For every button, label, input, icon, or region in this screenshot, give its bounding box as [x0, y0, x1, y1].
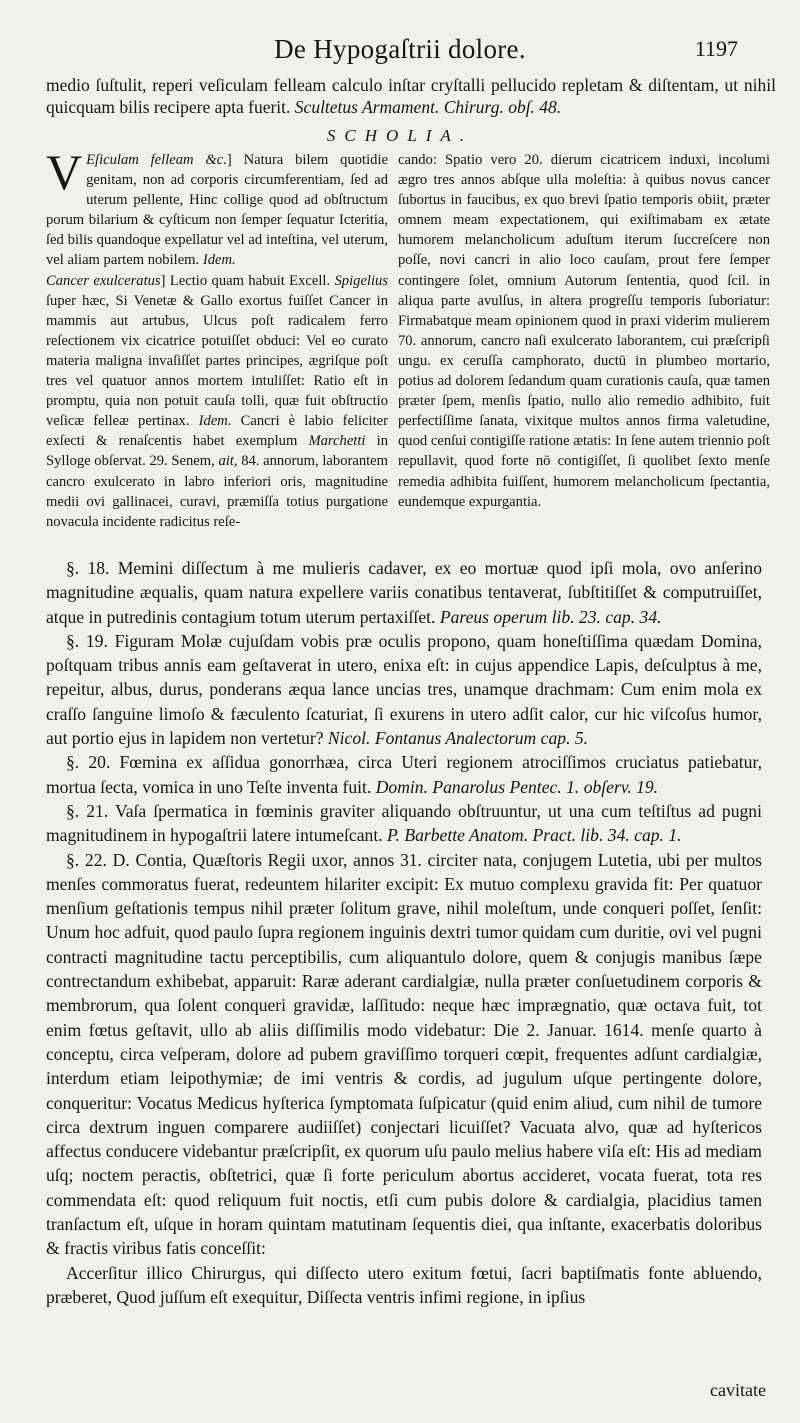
section-text: Accerſitur illico Chirurgus, qui diſſecto utero exitum fœtui, ſacri baptiſmatis fonte abluendo, præberet, Quod juſſum eſt exequitur, Diſſecta ventris infimi regione, in ipſius [46, 1262, 762, 1307]
intro-text: medio ſuſtulit, reperi veſiculam felleam calculo inſtar cryſtalli pellucido repletam & diſtentam, ut nihil quicquam bilis recipere apta fuerit. [46, 75, 776, 117]
scholia-text: Cancri è labio feliciter exſecti & renaſcentis habet exemplum [46, 413, 388, 450]
section-reference: Pareus operum lib. 23. cap. 34. [439, 606, 662, 627]
section-paragraph [46, 848, 762, 1261]
main-text [46, 556, 762, 1309]
section-text: §. 18. Memini diſſectum à me mulieris cadaver, ex eo mortuæ quod ipſi mola, ovo anſerino magnitudine æqualis, quam natura expellere variis conatibus tentaverat, ſubſtitiſſet & computruiſſet, atque in putredinis contagium totum uterum pertaxiſſet. [46, 558, 762, 627]
scholia-right-column [398, 150, 770, 512]
section-reference: Nicol. Fontanus Analectorum cap. 5. [327, 728, 589, 749]
section-paragraph [46, 629, 762, 750]
section-text: §. 22. D. Contia, Quæſtoris Regii uxor, annos 31. circiter nata, conjugem Lutetia, ubi per multos menſes commoratus fuerat, redeuntem hilariter excipit: Ex mutuo complexu gravida fit: Per quatuor menſium geſtationis tempus nihil præter ſolitum grave, nihil moleſtum, unde conqueri poſſet, ſenſit: Unum hoc adfuit, quod paulo ſupra regionem inguinis dextri tumor quidam cum duritie, ovi vel pugni contracti magnitudine tactu perceptibilis, cum aliquantulo dolore, quem & conjugis manibus ſæpe contrectandum exhibebat, apparuit: Raræ aderant cardialgiæ, nulla præter conſuetudinem corporis & membrorum, qua ſolent conqueri gravidæ, laſſitudo: neque hæc imprægnatio, quæ octava fuit, tot enim fœtus geſtavit, ullo ab aliis diſſimilis modo videbatur: Die 2. Januar. 1614. menſe quarto à conceptu, circa veſperam, dolore ad pubem graviſſimo torqueri cœpit, frequentes adſunt cardialgiæ, interdum etiam leipothymiæ; de imi ventris & cordis, ad jugulum uſque pertingente dolore, conqueritur: Vocatus Medicus hyſterica ſymptomata ſuſpicatur (quid enim aliud, cum nihil de tumore circa dextrum inguen comparere audiiſſet) conjectari licuiſſet? Vacuata alvo, quæ ad hyſtericos affectus conducere videbantur præſcripſit, ex quorum uſu paulo melius habere viſa eſt: His ad mediam uſq; noctem peractis, obſtetrici, quæ ſi forte periculum abortus accideret, vocata fuerat, tota res commendata eſt: quod reliquum fuit noctis, etſi cum pubis dolore & cardialgia, placidius tamen tranſactum eſt, uſque in horam quintam matutinam ſequentis diei, qua inſtante, exacerbatis doloribus & fractis viribus fatis conceſſit: [46, 849, 762, 1259]
ait-word: ait, [218, 453, 238, 470]
reference: Idem. [198, 413, 232, 430]
section-text: §. 19. Figuram Molæ cujuſdam vobis præ oculis propono, quam honeſtiſſima quædam Domina, poſtquam tribus annis eam geſtaverat in utero, enixa eſt: in cujus appendice Lapis, deſculptus à me, repeitur, albus, durus, ponderans æqua lance uncias tres, unamque drachmam: Cum enim mola ex craſſo ſanguine limoſo & fæculento ſcaturiat, ſi exurens in utero adſit calor, cur hic viſcoſus humor, aut portio ejus in lapidem non vertetur? [46, 630, 762, 749]
intro-reference: Scultetus Armament. Chirurg. obſ. 48. [294, 97, 562, 117]
catchword: cavitate [710, 1380, 766, 1400]
section-paragraph [46, 750, 762, 799]
section-paragraph [46, 1261, 762, 1310]
section-paragraph [46, 799, 762, 848]
section-text: §. 21. Vaſa ſpermatica in fœminis graviter aliquando obſtruuntur, ut una cum teſtiſtus ad pugni magnitudinem in hypogaſtrii latere intumeſcant. [46, 800, 762, 846]
section-text: §. 20. Fœmina ex aſſidua gonorrhæa, circa Uteri regionem atrociſſimos cruciatus patiebatur, mortua ſecta, vomica in uno Teſte inventa fuit. [46, 752, 762, 797]
scholia-text: ] Natura bilem quotidie genitam, non ad corporis circumferentiam, ſed ad uterum pellente, Hinc collige quod ad obſtructum porum bilarium & cyſticum non ſemper ſequatur Icteritia, ſed bilis quandoque expellatur vel ad inteſtina, vel uterum, vel aliam partem nobilem. [46, 152, 388, 269]
lemma: Eſiculam felleam &c. [86, 152, 227, 168]
scholia-paragraph [46, 144, 388, 271]
scholia-text: in Sylloge obſervat. 29. Senem, [46, 433, 388, 470]
scholia-heading: SCHOLIA. [326, 126, 474, 145]
scholia-paragraph [46, 271, 388, 532]
scholia-paragraph: cando: Spatio vero 20. dierum cicatricem induxi, incolumi ægro tres annos abſque ulla moleſtia: à quibus novus cancer ſubortus in faucibus, ex quo brevi ſpatio temporis obiit, præter omnem meam expectationem, qui exiſtimabam ex ætate humorem melancholicum aduſtum iterum ſuccreſcere non poſſe, novi cancri in alio loco cauſam, prout fere ſemper contingere ſolet, omnium Autorum ſententia, quod ſcil. in aliqua parte avulſus, in altera progreſſu temporis ſuboriatur: Firmabatque meam opinionem quod in praxi viderim mulierem 70. annorum, cancro naſi exulcerato laborantem, cui præſcripſi ungu. ex ceruſſa camphorato, ductū in plumbeo mortario, potius ad dolorem ſedandum quam curationis cauſa, quæ tamen præter ſpem, menſis ſpatio, nullo alio remedio adhibito, fuit perfectiſſime ſanata, vixitque multos annos firma valetudine, quod cenſui contigiſſe ratione ætatis: In ſene autem triennio poſt repullavit, quod forte nō contigiſſet, ſi quolibet ſexto menſe remedia adhibita fuiſſent, humorem melancholicum ſpectantia, eundemque expurgantia. [398, 152, 770, 510]
lemma: Cancer exulceratus [46, 272, 161, 289]
drop-cap: V [46, 144, 83, 200]
author-name: Marchetti [308, 433, 366, 450]
section-paragraph [46, 556, 762, 629]
section-reference: Domin. Panarolus Pentec. 1. obſerv. 19. [375, 776, 659, 797]
reference: Idem. [202, 252, 236, 269]
page-number: 1197 [694, 36, 738, 61]
scholia-text: 84. annorum, laborantem cancro exulcerato in labro inferiori oris, magnitudine medii ovi gallinacei, curavi, præmiſſa totius purgatione novacula incidente radicitus reſe- [46, 453, 389, 530]
author-name: Spigelius [334, 272, 389, 289]
running-title: De Hypogaſtrii dolore. [274, 34, 526, 64]
section-reference: P. Barbette Anatom. Pract. lib. 34. cap. 1. [387, 825, 682, 846]
scholia-text: ſuper hæc, Si Venetæ & Gallo exortus fuiſſet Cancer in mammis aut artubus, Ulcus poſt radicalem ferro reſectionem vix cicatrice potuiſſet obduci: Vel eo curato materia maligna invaſiſſet partes principes, ægriſque poſt tres vel quatuor annos mortem intuliſſet: Ratio eſt in promptu, quia non potuit cauſa tolli, quæ fuit obſtructio veſicæ felleæ pertinax. [46, 292, 388, 430]
scholia-text: ] Lectio quam habuit Excell. [160, 272, 335, 289]
scholia-left-column [46, 144, 389, 532]
intro-paragraph [46, 74, 776, 118]
